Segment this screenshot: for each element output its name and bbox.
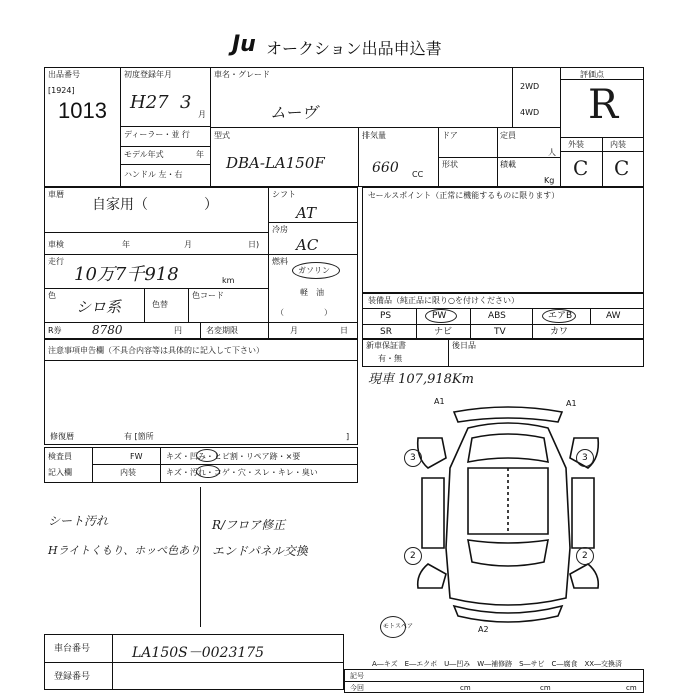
car-rear-bumper [454,606,562,622]
drive-4wd: 4WD [520,108,540,117]
note-headlight: Hライトくもり、ホッぺ色あり [48,544,201,557]
car-front-bumper [454,407,562,422]
drive-2wd: 2WD [520,82,540,91]
handle-label: ハンドル 左・右 [124,170,183,179]
color-change-label: 色替 [152,300,168,309]
fuel-paren: （ ） [276,308,332,317]
color-code-label: 色コード [192,291,224,300]
circle-2-left-text: 2 [410,551,416,561]
deadline-month: 月 [290,326,298,335]
mileage-unit: km [222,276,235,285]
deadline-day: 日 [340,326,348,335]
repair-bracket: ] [346,432,350,441]
form-title: オークション出品申込書 [266,39,442,58]
mark-a1-left: A1 [434,397,445,406]
warranty-value: 有・無 [378,354,402,363]
ac-label: 冷房 [272,225,288,234]
inspection-month: 月 [184,240,192,249]
right-quarter [570,564,598,588]
dent-circle [196,449,218,462]
color-value: シロ系 [76,298,122,316]
fuel-diesel: 軽 油 [300,288,324,297]
mileage-label: 走行 [48,257,64,266]
engine-value: 660 [372,160,399,176]
car-windshield [468,434,548,462]
circle-3-right-text: 3 [582,453,588,463]
inspection-year: 年 [122,240,130,249]
chassis-number: LA150S－0023175 [132,645,265,661]
registration-number-label: 登録番号 [54,672,91,682]
car-diagram [398,398,618,634]
left-doors [422,478,444,548]
year-unit: 年 [196,150,204,159]
interior-grade: C [614,156,630,180]
left-quarter [418,564,446,588]
equip-abs: ABS [488,311,506,321]
sales-point-block [362,187,644,293]
chassis-label: 車台番号 [54,644,91,654]
equip-ps: PS [380,311,392,321]
mark-a1-right: A1 [566,399,577,408]
equip-navi: ナビ [434,327,453,337]
history-value: 自家用（ ） [92,197,218,213]
other-item-label: 後日品 [452,341,476,350]
model-year-label: モデル年式 [124,150,164,159]
equip-sr: SR [380,327,392,337]
fuel-label: 燃料 [272,257,288,266]
left-fender [418,438,446,468]
equipment-label: 装備品（純正品に限り○を付けください） [368,296,519,305]
car-name-value: ムーヴ [270,103,318,122]
interior-label: 内装 [610,140,626,149]
note-seat-dirt: シート汚れ [48,514,109,528]
inspection-label: 車検 [48,240,64,249]
ju-logo: Ju [232,32,256,57]
repair-value: 有 [箇所 [124,432,154,441]
month-unit: 月 [198,110,206,119]
ac-value: AC [296,236,319,254]
measure-unit-1: cm [460,684,471,692]
dirt-circle [196,465,220,478]
car-name-label: 車名・グレード [214,70,270,79]
fw-items: キズ・凹み・ヒビ割・リペア跡・×要 [166,452,301,461]
door-label: ドア [442,131,458,140]
shift-value: AT [296,204,317,222]
spare-label: モトスペア [383,623,413,630]
history-label: 車暦 [48,190,64,199]
inspector-label-2: 記入欄 [48,468,72,477]
note-floor-repair: R/フロア修正 [212,518,286,532]
capacity-label: 定員 [500,131,516,140]
load-label: 積載 [500,160,516,169]
recycle-label: R券 [48,326,62,335]
color-label: 色 [48,291,56,300]
note-end-panel: エンドパネル交換 [212,544,308,558]
equip-pw: PW [432,311,447,321]
actual-mileage: 現車 107,918Km [368,372,474,387]
interior-items: キズ・汚れ・コゲ・穴・スレ・キレ・臭い [166,468,318,477]
interior-check-label: 内装 [120,468,136,477]
shift-label: シフト [272,190,296,199]
registration-month: 3 [180,92,192,113]
sales-point-label: セールスポイント（正常に機能するものに限ります） [368,191,560,200]
airbag-circle [542,309,576,323]
measure-unit-2: cm [540,684,551,692]
lot-sub-number: [1924] [48,86,75,95]
pw-circle [425,309,457,323]
measure-row2-label: 今回 [350,684,364,692]
damage-legend: A―キズ E―エクボ U―凹み W―補修跡 S―サビ C―腐食 XX―交換済 [372,660,623,668]
exterior-grade: C [573,156,589,180]
inspector-label-1: 検査員 [48,452,72,461]
equip-airbag: エアB [548,311,573,321]
door-shape-label: 形状 [442,160,458,169]
equip-tv: TV [494,327,506,337]
mark-a2: A2 [478,625,489,634]
exterior-label: 外装 [568,140,584,149]
gasoline-circle [292,262,340,279]
registration-year: H27 [130,92,169,113]
equip-leather: カワ [550,327,569,337]
car-rear-window [468,540,548,566]
capacity-unit: 人 [548,148,556,157]
registration-label: 初度登録年月 [124,70,172,79]
notes-label: 注意事項申告欄（不具合内容等は具体的に記入して下さい） [48,346,264,355]
mileage-value: 10万7千918 [74,264,179,285]
warranty-label: 新車保証書 [366,341,406,350]
engine-label: 排気量 [362,131,386,140]
evaluation-label: 評価点 [580,70,604,79]
recycle-unit: 円 [174,326,182,335]
load-unit: Kg [544,176,555,185]
lot-label: 出品番号 [48,70,80,79]
engine-unit: CC [412,170,424,179]
deadline-label: 名変期限 [206,326,238,335]
car-type-value: DBA-LA150F [226,154,325,172]
fuel-gasoline: ガソリン [298,266,330,275]
circle-3-left-text: 3 [410,453,416,463]
right-doors [572,478,594,548]
car-body-outline [446,423,570,605]
measure-unit-3: cm [626,684,637,692]
evaluation-score: R [588,82,619,128]
repair-label: 修復暦 [50,432,74,441]
fw-label: FW [130,452,143,461]
dealer-label: ディーラー・並 行 [124,130,190,139]
lot-number: 1013 [58,98,107,123]
inspection-day: 日) [248,240,260,249]
car-type-label: 型式 [214,131,230,140]
equip-aw: AW [606,311,621,321]
circle-2-right-text: 2 [582,551,588,561]
measure-row1-label: 記号 [350,672,364,680]
recycle-value: 8780 [92,323,123,337]
